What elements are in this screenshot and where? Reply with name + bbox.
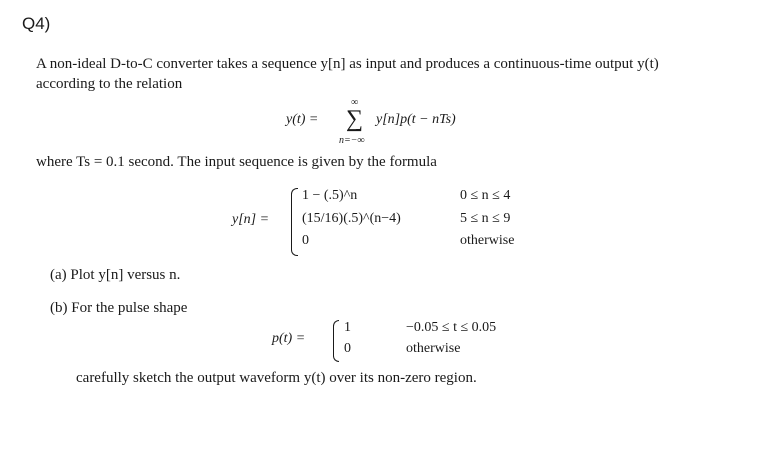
eq3-case-2-expr: 0: [344, 341, 351, 356]
where-line: where Ts = 0.1 second. The input sequence is given by the formula: [36, 154, 437, 170]
eq2-case-1-expr: 1 − (.5)^n: [302, 188, 358, 203]
eq1-sum-lower: n=−∞: [339, 135, 365, 146]
question-number: Q4): [22, 14, 51, 33]
eq2-case-1-cond: 0 ≤ n ≤ 4: [460, 188, 511, 203]
eq3-case-1-cond: −0.05 ≤ t ≤ 0.05: [406, 320, 497, 335]
part-a: (a) Plot y[n] versus n.: [50, 267, 181, 283]
eq1-lhs: y(t) =: [286, 112, 319, 127]
eq3-left-brace: [333, 320, 339, 362]
eq2-case-3-expr: 0: [302, 233, 309, 248]
eq2-case-3-cond: otherwise: [460, 233, 515, 248]
eq1-summand: y[n]p(t − nTs): [376, 112, 456, 127]
eq3-case-2-cond: otherwise: [406, 341, 461, 356]
eq1-sigma-symbol: ∑: [346, 106, 364, 132]
eq2-left-brace: [291, 188, 298, 256]
eq2-case-2-cond: 5 ≤ n ≤ 9: [460, 211, 511, 226]
eq3-case-1-expr: 1: [344, 320, 351, 335]
closing-line: carefully sketch the output waveform y(t) over its non-zero region.: [76, 370, 477, 386]
part-b: (b) For the pulse shape: [50, 300, 188, 316]
eq2-lhs: y[n] =: [232, 212, 270, 227]
intro-line-2: according to the relation: [36, 76, 183, 92]
intro-line-1: A non-ideal D-to-C converter takes a sequence y[n] as input and produces a continuous-time output y(t): [36, 56, 659, 72]
eq3-lhs: p(t) =: [272, 331, 306, 346]
eq1-sum-upper: ∞: [351, 97, 359, 108]
eq2-case-2-expr: (15/16)(.5)^(n−4): [302, 211, 401, 226]
